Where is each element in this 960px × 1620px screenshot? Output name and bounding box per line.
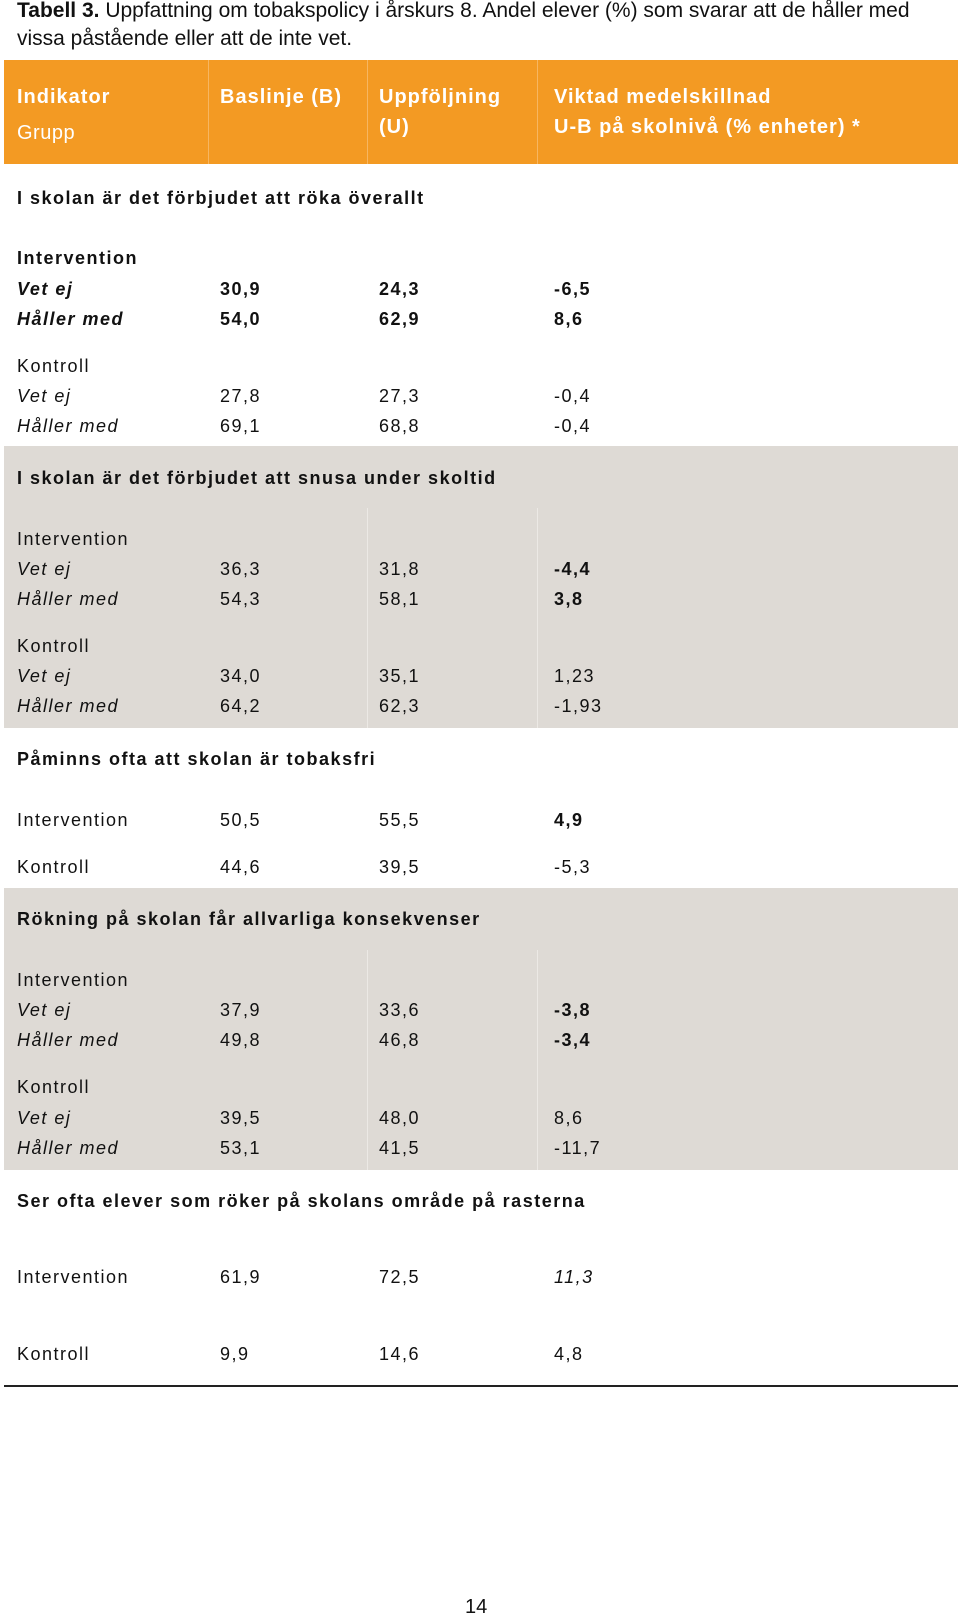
caption-text: Uppfattning om tobakspolicy i årskurs 8. Andel elever (%) som svarar att de håller med vissa påstående eller att de inte vet.	[17, 0, 910, 50]
section-title: I skolan är det förbjudet att röka överallt	[17, 188, 425, 208]
table-caption	[17, 0, 942, 53]
group-label-kontroll: Kontroll	[17, 356, 91, 376]
header-divider	[367, 60, 368, 164]
table-bottom-rule	[4, 1385, 958, 1387]
section-title: Påminns ofta att skolan är tobaksfri	[17, 749, 377, 769]
table-header	[4, 60, 958, 164]
header-divider	[208, 60, 209, 164]
group-label-intervention: Intervention	[17, 970, 130, 990]
section-title: Ser ofta elever som röker på skolans område på rasterna	[17, 1191, 586, 1211]
caption-label: Tabell 3.	[17, 0, 100, 22]
header-uppfoljning: Uppföljning (U)	[379, 86, 502, 138]
group-label-kontroll: Kontroll	[17, 1077, 91, 1097]
group-label-intervention: Intervention	[17, 248, 139, 268]
header-grupp: Grupp	[17, 122, 76, 144]
header-baslinje: Baslinje (B)	[220, 86, 343, 108]
header-divider	[537, 60, 538, 164]
page-number: 14	[465, 1596, 488, 1618]
header-viktad: Viktad medelskillnad U-B på skolnivå (% enheter) *	[554, 86, 861, 138]
group-label-intervention: Intervention	[17, 529, 130, 549]
section-title: Rökning på skolan får allvarliga konsekvenser	[17, 909, 481, 929]
group-label-kontroll: Kontroll	[17, 636, 91, 656]
section-band	[4, 888, 958, 1170]
section-title: I skolan är det förbjudet att snusa under skoltid	[17, 468, 497, 488]
header-indikator: Indikator	[17, 86, 111, 108]
